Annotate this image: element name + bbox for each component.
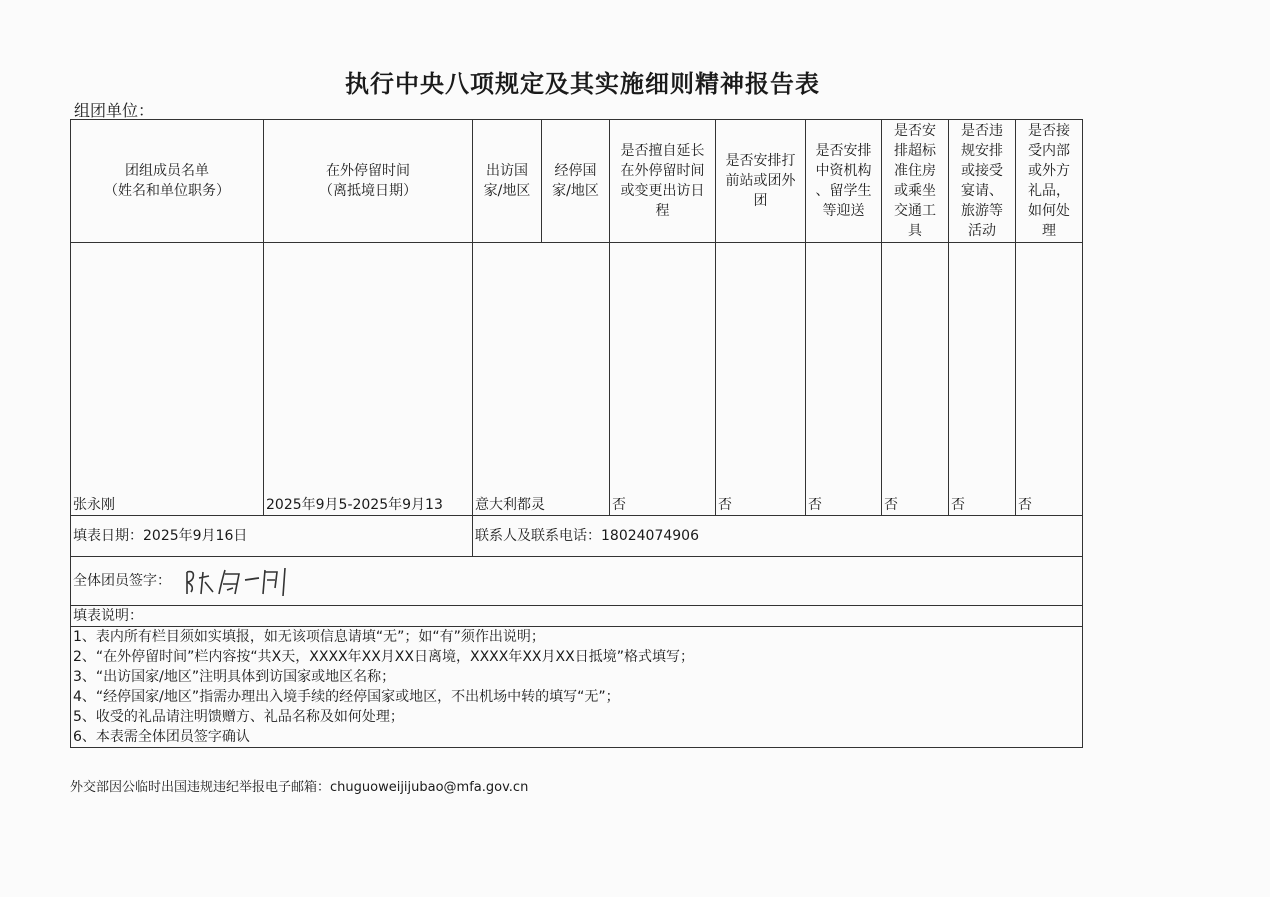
signature-row <box>71 557 1083 606</box>
advance-team-value: 否 <box>716 243 806 516</box>
notes-list <box>71 627 1083 748</box>
member-name: 张永刚 <box>71 243 264 516</box>
signature-label: 全体团员签字： <box>73 573 171 589</box>
header-reception: 是否安排 中资机构 、留学生 等迎送 <box>806 120 882 243</box>
page-title: 执行中央八项规定及其实施细则精神报告表 <box>345 70 820 98</box>
header-extend-stay: 是否擅自延长 在外停留时间 或变更出访日 程 <box>610 120 716 243</box>
header-banquet: 是否违 规安排 或接受 宴请、 旅游等 活动 <box>949 120 1016 243</box>
report-table <box>70 119 1083 748</box>
date-contact-row <box>71 516 1083 557</box>
header-visit-country: 出访国 家/地区 <box>473 120 542 243</box>
banquet-value: 否 <box>949 243 1016 516</box>
notes-row <box>71 627 1083 748</box>
reception-value: 否 <box>806 243 882 516</box>
header-stay-period: 在外停留时间 （离抵境日期） <box>264 120 473 243</box>
note-item: 3、“出访国家/地区”注明具体到访国家或地区名称； <box>73 669 396 685</box>
header-member-list: 团组成员名单 （姓名和单位职务） <box>71 120 264 243</box>
note-item: 4、“经停国家/地区”指需办理出入境手续的经停国家或地区，不出机场中转的填写“无”； <box>73 689 620 705</box>
header-accommodation: 是否安 排超标 准住房 或乘坐 交通工 具 <box>882 120 949 243</box>
accommodation-value: 否 <box>882 243 949 516</box>
signature-cell <box>71 557 1083 606</box>
gifts-value: 否 <box>1016 243 1083 516</box>
fill-date: 填表日期：2025年9月16日 <box>71 516 473 557</box>
note-item: 2、“在外停留时间”栏内容按“共X天，XXXX年XX月XX日离境，XXXX年XX月XX日抵境”格式填写； <box>73 649 694 665</box>
notes-title-row <box>71 606 1083 627</box>
note-item: 6、本表需全体团员签字确认 <box>73 729 250 745</box>
extend-stay-value: 否 <box>610 243 716 516</box>
organizing-unit-label: 组团单位： <box>74 101 155 120</box>
header-row <box>71 120 1083 243</box>
header-gifts: 是否接 受内部 或外方 礼品， 如何处 理 <box>1016 120 1083 243</box>
visit-country: 意大利都灵 <box>473 243 610 516</box>
note-item: 1、表内所有栏目须如实填报，如无该项信息请填“无”；如“有”须作出说明； <box>73 629 545 645</box>
header-transit-country: 经停国 家/地区 <box>542 120 610 243</box>
note-item: 5、收受的礼品请注明馈赠方、礼品名称及如何处理； <box>73 709 404 725</box>
header-advance-team: 是否安排打 前站或团外 团 <box>716 120 806 243</box>
contact-info: 联系人及联系电话：18024074906 <box>473 516 1083 557</box>
table-row <box>71 243 1083 516</box>
report-email-note: 外交部因公临时出国违规违纪举报电子邮箱：chuguoweijijubao@mfa.gov.cn <box>70 780 529 795</box>
notes-title: 填表说明： <box>71 606 1083 627</box>
stay-period: 2025年9月5-2025年9月13 <box>264 243 473 516</box>
handwritten-signature <box>181 564 311 598</box>
